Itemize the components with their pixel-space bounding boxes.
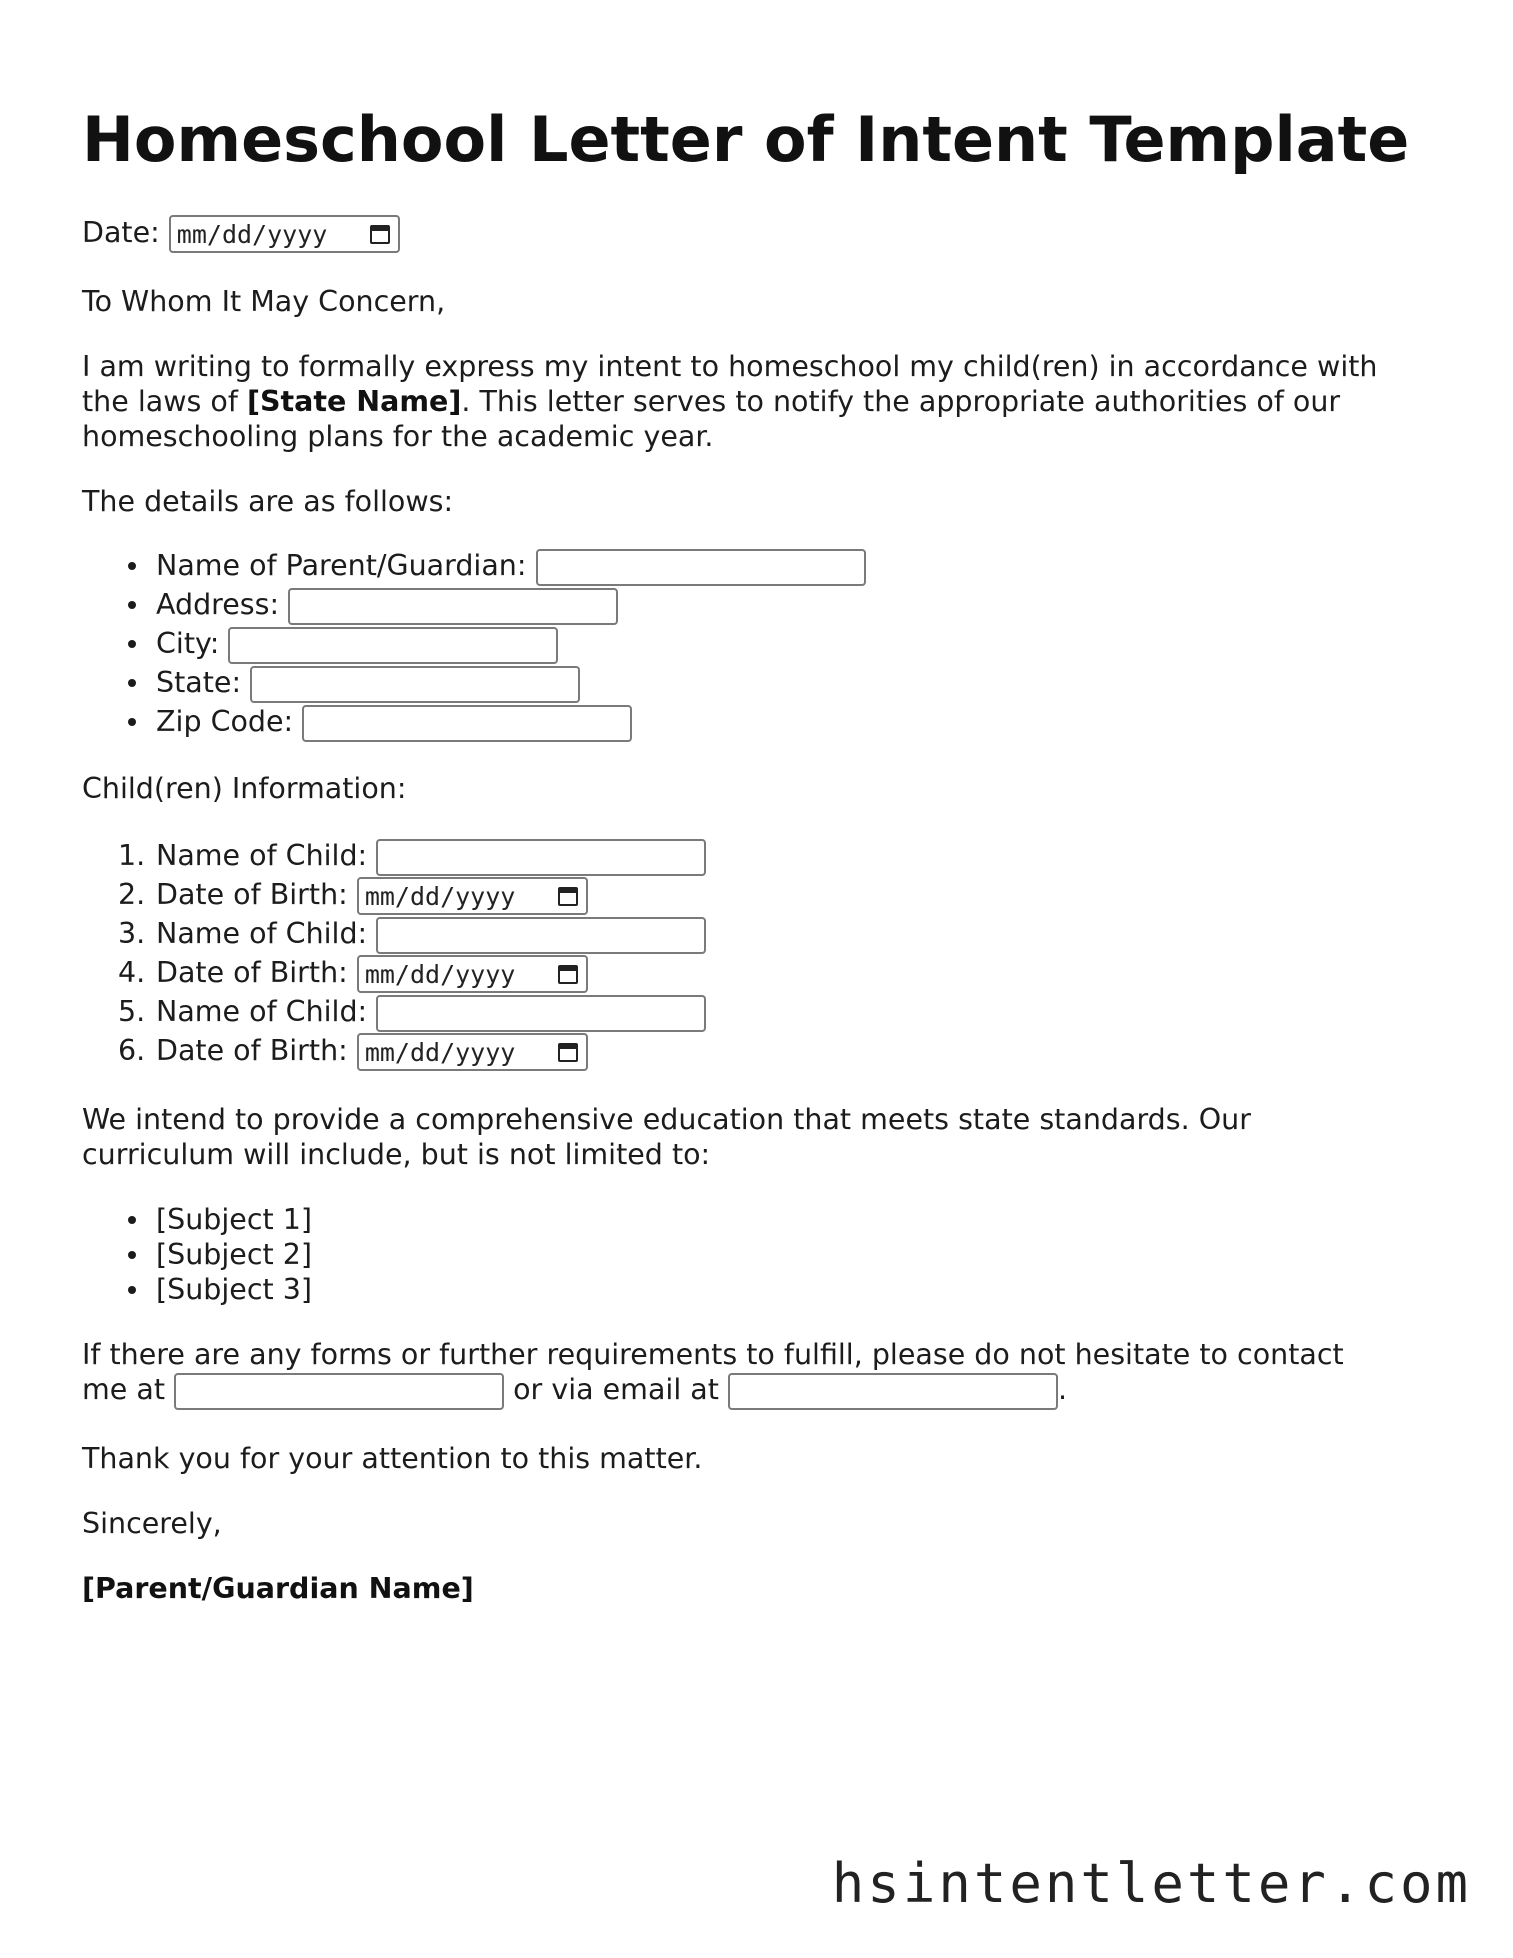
date-line [82,215,400,253]
item-number: 2. [118,878,146,911]
child-name-label: Name of Child: [156,839,368,872]
zip-field[interactable] [302,705,632,742]
intro-text: . This letter serves to notify the appropriate authorities of our [461,385,1341,418]
signature-line [82,1571,474,1606]
calendar-icon[interactable] [558,965,578,984]
list-item [82,836,706,875]
city-field[interactable] [228,627,558,664]
signature-placeholder: [Parent/Guardian Name] [82,1572,474,1605]
intro-line-1: I am writing to formally express my intent to homeschool my child(ren) in accordance with [82,350,1378,383]
calendar-icon[interactable] [370,225,390,244]
child-name-label: Name of Child: [156,917,368,950]
parent-name-field[interactable] [536,549,866,586]
state-label: State: [156,666,242,699]
site-watermark: hsintentletter.com [831,1852,1471,1915]
contact-text: me at [82,1373,175,1406]
list-item: [Subject 3] [82,1272,312,1307]
address-label: Address: [156,588,280,621]
contact-text: . [1058,1373,1068,1406]
calendar-icon[interactable] [558,1043,578,1062]
curriculum-line-2: curriculum will include, but is not limited to: [82,1138,711,1171]
contact-line-1: If there are any forms or further requirements to fulfill, please do not hesitate to contact [82,1338,1344,1371]
list-item [82,875,706,914]
zip-label: Zip Code: [156,705,294,738]
child-dob-label: Date of Birth: [156,878,348,911]
details-heading: The details are as follows: [82,485,454,518]
list-item [82,914,706,953]
list-item: [Subject 2] [82,1237,312,1272]
children-list [82,836,706,1070]
list-item [82,585,866,624]
child-name-label: Name of Child: [156,995,368,1028]
subjects-list [82,1202,312,1307]
list-item [82,1031,706,1070]
item-number: 6. [118,1034,146,1067]
child-dob-label: Date of Birth: [156,1034,348,1067]
child-name-field[interactable] [376,995,706,1032]
state-field[interactable] [250,666,580,703]
calendar-icon[interactable] [558,887,578,906]
list-item [82,702,866,741]
item-number: 4. [118,956,146,989]
list-item [82,546,866,585]
phone-field[interactable] [174,1373,504,1410]
date-placeholder: mm/dd/yyyy [176,219,328,249]
address-field[interactable] [288,588,618,625]
item-number: 1. [118,839,146,872]
list-item [82,624,866,663]
page-title: Homeschool Letter of Intent Template [82,103,1410,176]
intro-text: the laws of [82,385,247,418]
date-placeholder: mm/dd/yyyy [364,1037,516,1067]
salutation: To Whom It May Concern, [82,285,446,318]
contact-text: or via email at [504,1373,728,1406]
list-item [82,663,866,702]
date-label: Date: [82,216,160,249]
parent-name-label: Name of Parent/Guardian: [156,549,527,582]
details-list [82,546,866,741]
curriculum-line-1: We intend to provide a comprehensive education that meets state standards. Our [82,1103,1251,1136]
child-dob-input[interactable] [357,955,588,993]
child-dob-input[interactable] [357,877,588,915]
item-number: 5. [118,995,146,1028]
email-field[interactable] [728,1373,1058,1410]
date-placeholder: mm/dd/yyyy [364,881,516,911]
child-name-field[interactable] [376,917,706,954]
item-number: 3. [118,917,146,950]
child-name-field[interactable] [376,839,706,876]
list-item: [Subject 1] [82,1202,312,1237]
child-dob-input[interactable] [357,1033,588,1071]
intro-line-2 [82,384,1340,419]
state-name-placeholder: [State Name] [246,385,462,418]
date-input[interactable] [169,215,400,253]
closing-line: Sincerely, [82,1507,222,1540]
contact-line-2 [82,1372,1067,1410]
list-item [82,992,706,1031]
date-placeholder: mm/dd/yyyy [364,959,516,989]
list-item [82,953,706,992]
children-heading: Child(ren) Information: [82,772,407,805]
child-dob-label: Date of Birth: [156,956,348,989]
intro-line-3: homeschooling plans for the academic year. [82,420,714,453]
city-label: City: [156,627,220,660]
thanks-line: Thank you for your attention to this matter. [82,1442,703,1475]
